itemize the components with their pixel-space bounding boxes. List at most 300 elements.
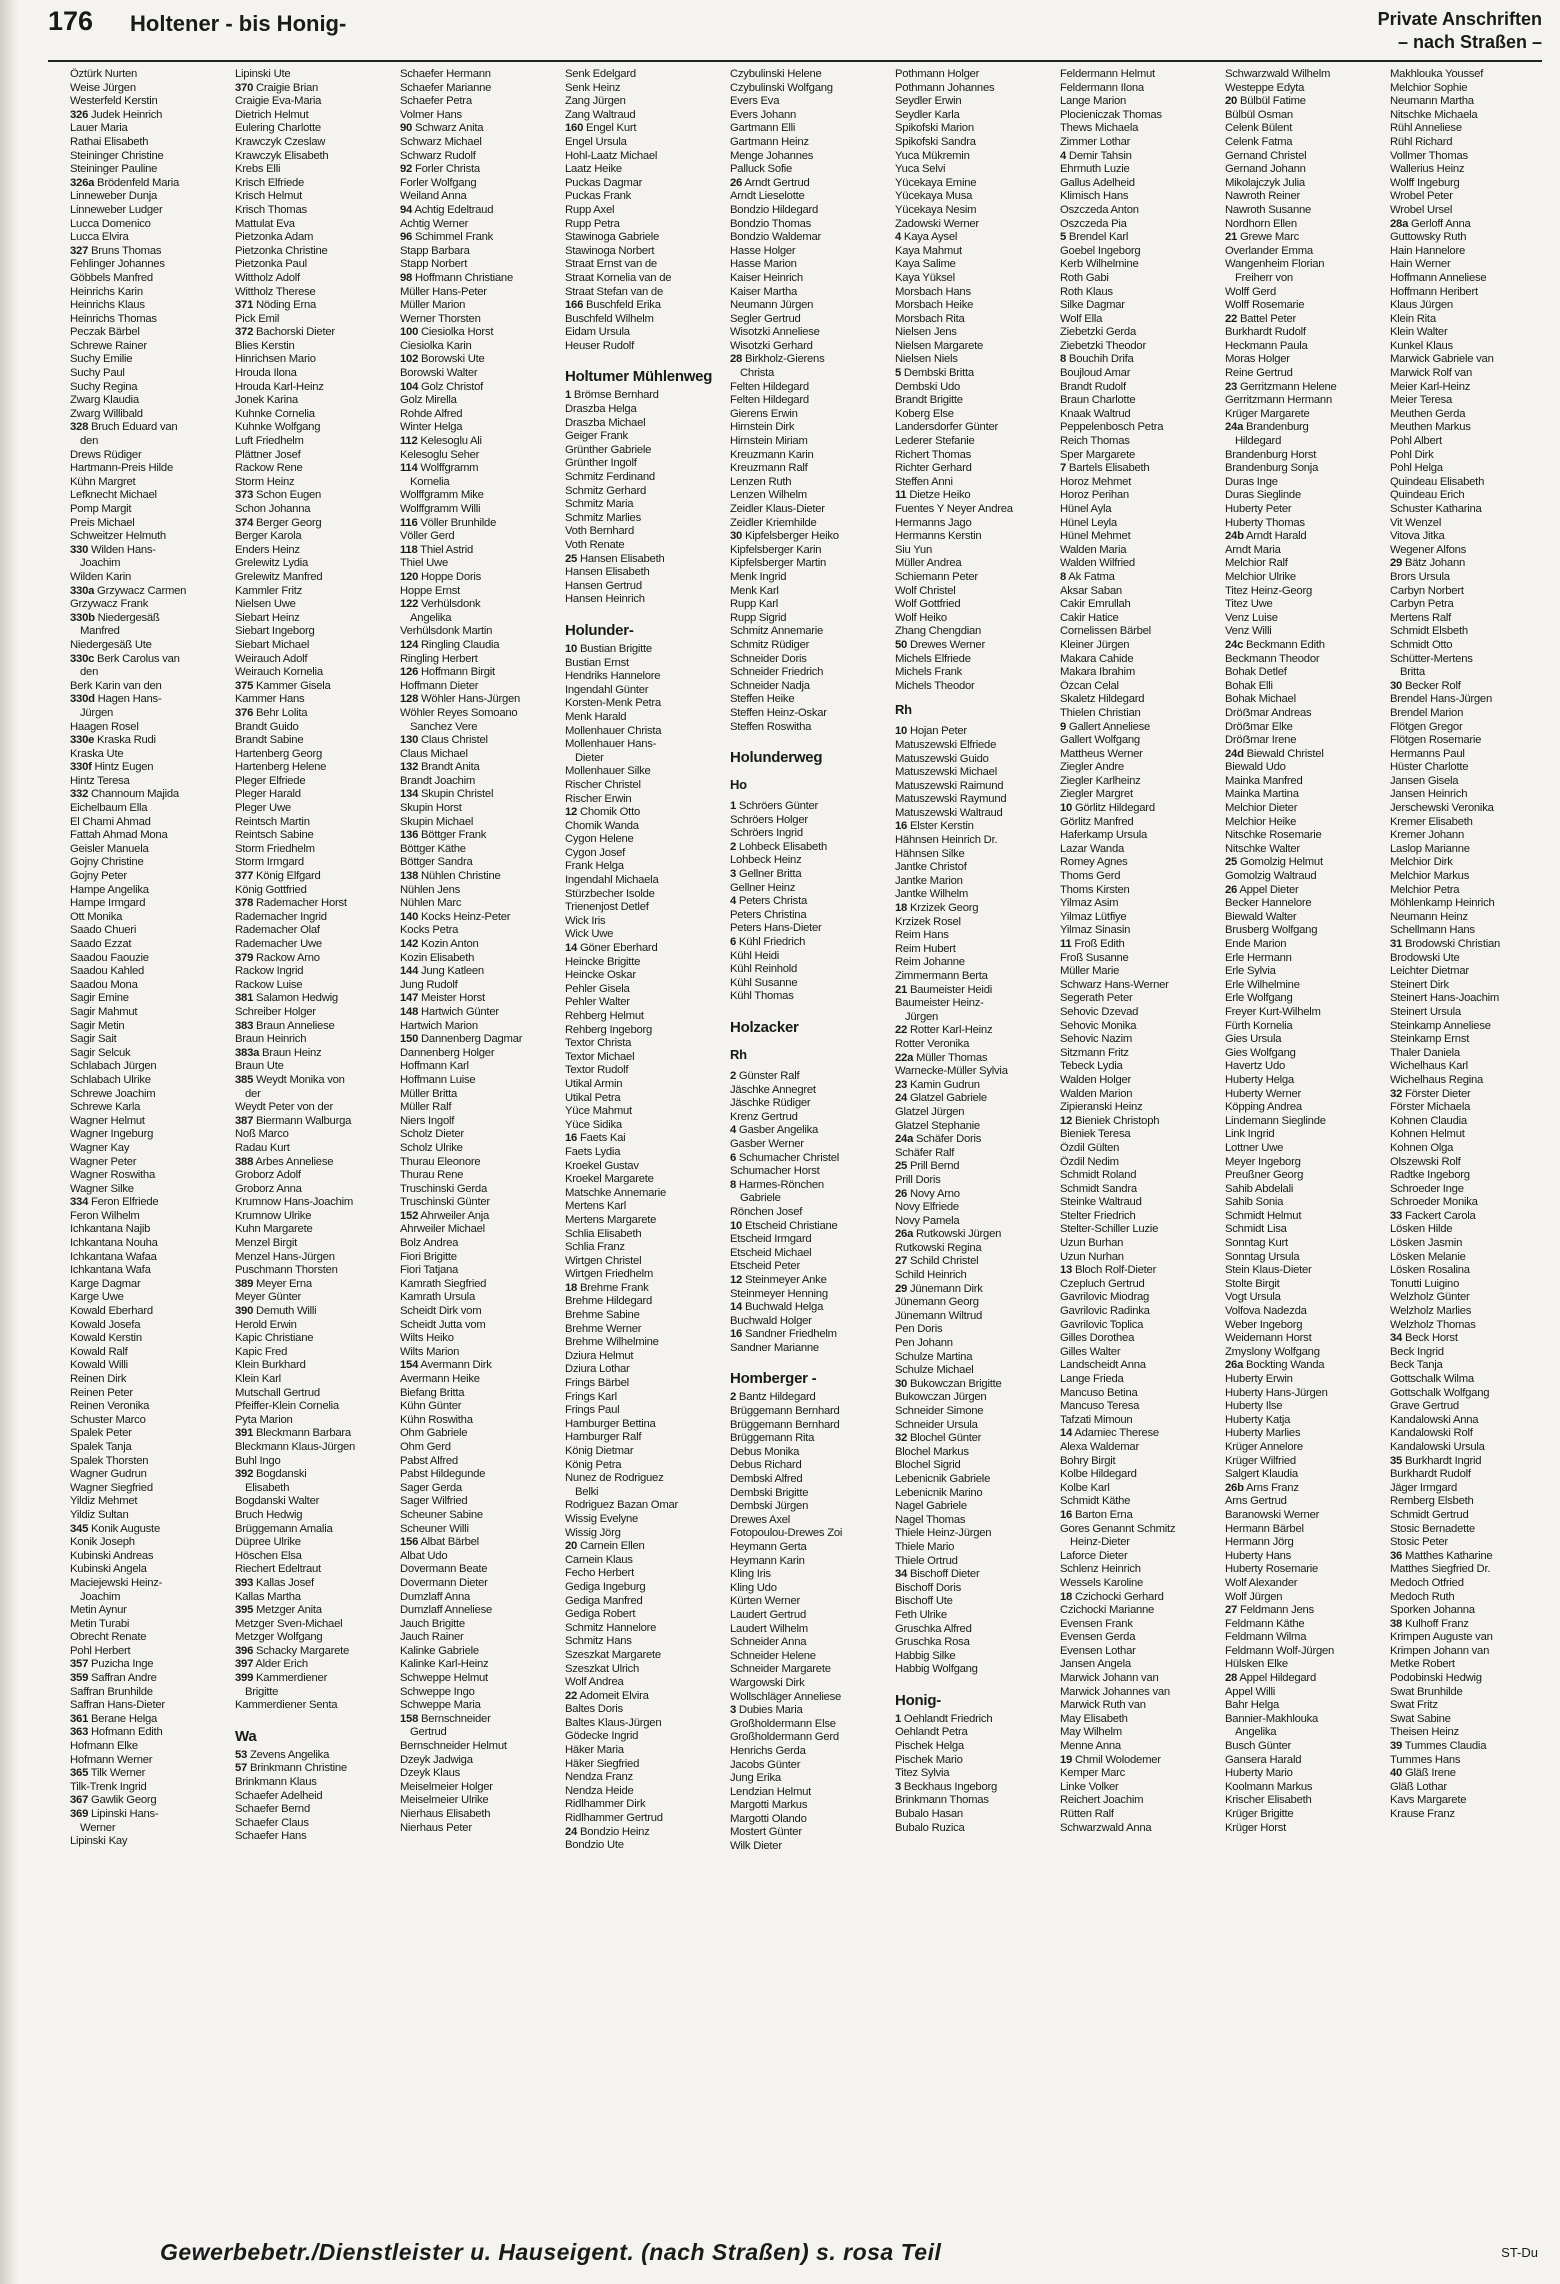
resident-entry: Makara Ibrahim (1060, 666, 1135, 679)
resident-entry: 373 Schon Eugen (235, 489, 322, 502)
resident-entry: Appel Willi (1225, 1685, 1275, 1698)
resident-entry: Sandner Marianne (730, 1341, 819, 1354)
resident-entry: Wagner Siegfried (70, 1481, 153, 1494)
resident-entry: 393 Kallas Josef (235, 1576, 314, 1589)
resident-entry: Schwarzwald Anna (1060, 1821, 1152, 1834)
resident-entry: Radtke Ingeborg (1390, 1169, 1470, 1182)
resident-entry: Skupin Horst (400, 802, 462, 815)
resident-entry: Gavrilovic Radinka (1060, 1305, 1150, 1318)
resident-entry: 19 Chmil Wolodemer (1060, 1753, 1161, 1766)
resident-entry: Szeszkat Margarete (565, 1648, 661, 1661)
resident-entry: 24b Arndt Harald (1225, 530, 1307, 543)
house-number: 13 (1060, 1264, 1073, 1277)
resident-entry: Segerath Peter (1060, 992, 1133, 1005)
resident-entry: 10 Etscheid Christiane (730, 1219, 838, 1232)
resident-entry: Evensen Lothar (1060, 1644, 1136, 1657)
resident-entry: Dembski Udo (895, 380, 961, 393)
street-heading: Wa (235, 1727, 257, 1745)
resident-entry: Lindemann Sieglinde (1225, 1114, 1326, 1127)
resident-entry: Beckmann Theodor (1225, 652, 1320, 665)
resident-entry: Feldermann Helmut (1060, 68, 1155, 80)
footer-code: ST-Du (1501, 2245, 1538, 2260)
resident-entry: Dumzlaff Anneliese (400, 1604, 492, 1617)
resident-entry: Schreiber Holger (235, 1005, 316, 1018)
resident-entry: Felten Hildegard (730, 394, 809, 407)
resident-entry: Dietrich Helmut (235, 108, 309, 121)
resident-entry: Gojny Peter (70, 870, 127, 883)
resident-entry: 327 Bruns Thomas (70, 244, 162, 257)
resident-entry: Gernand Christel (1225, 149, 1307, 162)
resident-entry: 330f Hintz Eugen (70, 761, 154, 774)
resident-entry: Wolffgramm Mike (400, 489, 484, 502)
resident-entry: 12 Steinmeyer Anke (730, 1273, 827, 1286)
resident-entry: 330b Niedergesäß (70, 611, 160, 624)
house-number: 134 (400, 788, 419, 801)
house-number: 21 (1225, 231, 1238, 244)
house-number: 330b (70, 611, 95, 624)
resident-entry: Neumann Heinz (1390, 910, 1468, 923)
resident-entry: Thurau Eleonore (400, 1155, 481, 1168)
resident-entry: Dröẞmar Elke (1225, 720, 1293, 733)
resident-entry: Dröẞmar Irene (1225, 734, 1297, 747)
resident-entry: Wolf Gottfried (895, 598, 961, 611)
resident-entry: Lohbeck Heinz (730, 854, 802, 867)
resident-entry: Brüggemann Bernhard (730, 1418, 840, 1431)
house-number: 100 (400, 326, 419, 339)
house-number: 19 (1060, 1753, 1073, 1766)
resident-entry: Dovermann Dieter (400, 1576, 488, 1589)
resident-entry: Niedergesäß Ute (70, 638, 152, 651)
house-number: 22 (565, 1689, 578, 1702)
resident-entry-continuation: Kornelia (410, 475, 450, 488)
resident-entry: 160 Engel Kurt (565, 122, 637, 135)
resident-entry: Jantke Christof (895, 861, 967, 874)
resident-entry: Sonntag Ursula (1225, 1250, 1300, 1263)
resident-entry: Karge Uwe (70, 1291, 124, 1304)
resident-entry: Pietzonka Christine (235, 244, 328, 257)
resident-entry: Suchy Regina (70, 380, 138, 393)
resident-entry: Borowski Walter (400, 367, 478, 380)
house-number: 152 (400, 1209, 419, 1222)
resident-entry: 1 Schröers Günter (730, 800, 819, 813)
resident-entry: Steffen Anni (895, 475, 953, 488)
resident-entry: Roth Gabi (1060, 271, 1109, 284)
resident-entry: Bohak Michael (1225, 693, 1296, 706)
house-number: 3 (730, 868, 737, 881)
resident-entry: Schwarzwald Wilhelm (1225, 68, 1331, 80)
resident-entry: Schmidt Helmut (1225, 1209, 1302, 1222)
resident-entry-continuation: Britta (1400, 666, 1425, 679)
resident-entry: Carbyn Norbert (1390, 584, 1464, 597)
resident-entry: Huberty Rosemarie (1225, 1563, 1319, 1576)
resident-entry: Olszewski Rolf (1390, 1155, 1461, 1168)
resident-entry: Brandt Joachim (400, 774, 475, 787)
house-number: 6 (730, 1151, 737, 1164)
resident-entry: Horoz Mehmet (1060, 475, 1132, 488)
resident-entry: Krenz Gertrud (730, 1110, 798, 1123)
resident-entry: Wagner Peter (70, 1155, 137, 1168)
resident-entry: 10 Görlitz Hildegard (1060, 802, 1155, 815)
resident-entry: Makara Cahide (1060, 652, 1134, 665)
resident-entry: Kipfelsberger Karin (730, 543, 822, 556)
house-number: 378 (235, 897, 254, 910)
resident-entry: Neumann Jürgen (730, 299, 814, 312)
resident-entry: Huberty Ilse (1225, 1400, 1283, 1413)
resident-entry: Prill Doris (895, 1173, 941, 1186)
house-number: 24a (895, 1133, 914, 1146)
resident-entry: Habbig Wolfgang (895, 1663, 978, 1676)
resident-entry: Radau Kurt (235, 1141, 290, 1154)
resident-entry: Swat Sabine (1390, 1712, 1451, 1725)
resident-entry: Titez Heinz-Georg (1225, 584, 1312, 597)
resident-entry: Menne Anna (1060, 1740, 1121, 1753)
resident-entry: Stolte Birgit (1225, 1277, 1280, 1290)
resident-entry: 374 Berger Georg (235, 516, 322, 529)
resident-entry: Bondzio Thomas (730, 217, 812, 230)
resident-entry: Frings Karl (565, 1390, 617, 1403)
resident-entry: Mattulat Eva (235, 217, 295, 230)
resident-entry: Rönchen Josef (730, 1205, 803, 1218)
resident-entry: Blies Kerstin (235, 339, 295, 352)
resident-entry: Heymann Gerta (730, 1541, 807, 1553)
resident-entry: 4 Kaya Aysel (895, 231, 958, 244)
resident-entry: Gallus Adelheid (1060, 176, 1135, 189)
resident-entry: Nühlen Jens (400, 883, 461, 896)
resident-entry: Wolff Gerd (1225, 285, 1277, 298)
house-number: 32 (1390, 1087, 1403, 1100)
resident-entry: Wessels Karoline (1060, 1576, 1144, 1589)
resident-entry: Mertens Karl (565, 1200, 627, 1213)
resident-entry: Gojny Christine (70, 856, 144, 869)
resident-entry: Krüger Wilfried (1225, 1454, 1296, 1467)
street-heading: Holzacker (730, 1019, 799, 1036)
resident-entry: 385 Weydt Monika von (235, 1073, 345, 1086)
resident-entry: Kolbe Karl (1060, 1481, 1110, 1494)
resident-entry: Nordhorn Ellen (1225, 217, 1297, 230)
house-number: 363 (70, 1726, 89, 1739)
resident-entry: 16 Elster Kerstin (895, 820, 974, 833)
resident-entry: Böttger Sandra (400, 856, 473, 869)
resident-entry: 390 Demuth Willi (235, 1305, 317, 1318)
resident-entry: Steinert Dirk (1390, 978, 1449, 991)
resident-entry: Schrewe Karla (70, 1101, 141, 1114)
resident-entry: 38 Kulhoff Franz (1390, 1617, 1469, 1630)
resident-entry: 4 Demir Tahsin (1060, 149, 1132, 162)
resident-entry: Lenzen Ruth (730, 475, 792, 488)
house-number: 92 (400, 163, 413, 176)
resident-entry: Bahr Helga (1225, 1699, 1280, 1712)
resident-entry: Wolf Andrea (565, 1676, 624, 1689)
resident-entry: Müller Hans-Peter (400, 285, 487, 298)
resident-entry: Kamrath Siegfried (400, 1277, 487, 1290)
resident-entry: Hoffmann Heribert (1390, 285, 1478, 298)
resident-entry: Feldmann Käthe (1225, 1617, 1305, 1630)
resident-entry: Buschfeld Wilhelm (565, 312, 654, 325)
resident-entry: Rackow Rene (235, 462, 303, 475)
resident-entry: Pohl Dirk (1390, 448, 1434, 461)
resident-entry: Puschmann Thorsten (235, 1264, 338, 1277)
resident-entry: Hampe Irmgard (70, 897, 146, 910)
resident-entry: Sitzmann Fritz (1060, 1046, 1129, 1059)
resident-entry: 2 Lohbeck Elisabeth (730, 840, 828, 853)
resident-entry: Mollenhauer Silke (565, 765, 651, 778)
resident-entry: Reichert Joachim (1060, 1794, 1144, 1807)
resident-entry: Enders Heinz (235, 543, 300, 556)
resident-entry: Yilmaz Sinasin (1060, 924, 1131, 937)
house-number: 36 (1390, 1549, 1403, 1562)
resident-entry: Reich Thomas (1060, 435, 1130, 448)
resident-entry: Lösken Rosalina (1390, 1264, 1470, 1277)
resident-entry: 120 Hoppe Doris (400, 570, 482, 583)
resident-entry: Görlitz Manfred (1060, 815, 1134, 828)
resident-entry: 24c Beckmann Edith (1225, 638, 1325, 651)
house-number: 1 (565, 389, 572, 402)
resident-entry: Titez Uwe (1225, 598, 1273, 611)
resident-entry: Thurau Rene (400, 1169, 464, 1182)
resident-entry: Claus Michael (400, 747, 468, 760)
house-number: 28 (1225, 1672, 1238, 1685)
resident-entry: Bernschneider Helmut (400, 1740, 507, 1753)
resident-entry: Wilts Heiko (400, 1332, 454, 1345)
resident-entry: König Petra (565, 1458, 622, 1471)
resident-entry: Salgert Klaudia (1225, 1468, 1298, 1481)
resident-entry: 26a Rutkowski Jürgen (895, 1228, 1002, 1241)
house-number: 25 (1225, 856, 1238, 869)
resident-entry: Jantke Wilhelm (895, 888, 969, 901)
resident-entry: Brendel Hans-Jürgen (1390, 693, 1493, 706)
resident-entry: Cakir Hatice (1060, 611, 1119, 624)
resident-entry: Podobinski Hedwig (1390, 1672, 1482, 1685)
resident-entry: El Chami Ahmad (70, 815, 151, 828)
resident-entry: Nielsen Jens (895, 326, 957, 339)
resident-entry: Wagner Silke (70, 1182, 134, 1195)
resident-entry: 144 Jung Katleen (400, 965, 484, 978)
house-number: 160 (565, 122, 584, 135)
resident-entry: Golz Mirella (400, 394, 457, 407)
resident-entry: Cornelissen Bärbel (1060, 625, 1151, 638)
resident-entry: Nagel Thomas (895, 1513, 966, 1526)
resident-entry: 14 Göner Eberhard (565, 942, 658, 955)
resident-entry: Laudert Wilhelm (730, 1622, 808, 1635)
house-number: 98 (400, 271, 413, 284)
resident-entry: Ziegler Margret (1060, 788, 1133, 801)
resident-entry: Debus Richard (730, 1459, 802, 1472)
resident-entry: Krüger Brigitte (1225, 1808, 1294, 1820)
house-number: 379 (235, 951, 254, 964)
resident-entry: 383 Braun Anneliese (235, 1019, 335, 1032)
resident-entry: Krischer Elisabeth (1225, 1794, 1312, 1807)
resident-entry: Nitschke Rosemarie (1225, 829, 1322, 842)
resident-entry: Kallas Martha (235, 1590, 301, 1603)
resident-entry: Knaak Waltrud (1060, 407, 1131, 420)
resident-entry: Quindeau Elisabeth (1390, 475, 1485, 488)
resident-entry: Kubinski Andreas (70, 1549, 154, 1562)
resident-entry: Scheuner Willi (400, 1522, 469, 1535)
resident-entry: Novy Elfriede (895, 1201, 959, 1214)
resident-entry: 334 Feron Elfriede (70, 1196, 159, 1209)
resident-entry: Siebart Ingeborg (235, 625, 315, 638)
resident-entry: Bogdanski Walter (235, 1495, 320, 1508)
resident-entry: Evensen Gerda (1060, 1631, 1136, 1644)
resident-entry: Walden Wilfried (1060, 557, 1135, 570)
house-number: 326a (70, 176, 95, 189)
resident-entry: 148 Hartwich Günter (400, 1005, 499, 1018)
resident-entry: Gottschalk Wilma (1390, 1373, 1474, 1385)
resident-entry: Stawinoga Gabriele (565, 231, 660, 244)
house-number: 34 (895, 1568, 908, 1581)
resident-entry: Dannenberg Holger (400, 1046, 495, 1059)
resident-entry: 371 Nöding Erna (235, 299, 317, 312)
resident-entry: Etscheid Peter (730, 1260, 800, 1273)
resident-entry: Gies Ursula (1225, 1033, 1282, 1046)
resident-entry: Koolmann Markus (1225, 1780, 1313, 1793)
resident-entry: Kowald Willi (70, 1359, 128, 1372)
house-number: 370 (235, 81, 254, 94)
page-number: 176 (48, 6, 94, 36)
resident-entry: Hintz Teresa (70, 774, 130, 787)
resident-entry: Wöhler Reyes Somoano (400, 706, 518, 719)
resident-entry-continuation: Elisabeth (245, 1481, 290, 1494)
resident-entry: 22 Rotter Karl-Heinz (895, 1024, 993, 1037)
resident-entry: Storm Irmgard (235, 856, 304, 869)
resident-entry: Wrobel Peter (1390, 190, 1453, 203)
resident-entry: Braun Ute (235, 1060, 284, 1073)
resident-entry: Krawczyk Czeslaw (235, 135, 326, 148)
resident-entry: Hirnstein Miriam (730, 435, 808, 448)
resident-entry: Steinke Waltraud (1060, 1196, 1142, 1209)
resident-entry: Schmidt Sandra (1060, 1182, 1137, 1195)
resident-entry: Fiori Brigitte (400, 1250, 457, 1263)
resident-entry: Reintsch Martin (235, 815, 310, 828)
resident-entry-continuation: Angelika (1235, 1726, 1277, 1739)
resident-entry: Yuca Selvi (895, 163, 946, 176)
resident-entry: 90 Schwarz Anita (400, 122, 484, 135)
resident-entry: Hoffmann Karl (400, 1060, 469, 1073)
resident-entry: Rotter Veronika (895, 1037, 970, 1050)
resident-entry: Groborz Anna (235, 1182, 302, 1195)
resident-entry: Jung Erika (730, 1772, 781, 1785)
resident-entry: Schlia Elisabeth (565, 1227, 642, 1240)
house-number: 24d (1225, 747, 1244, 760)
resident-entry: Stein Klaus-Dieter (1225, 1264, 1312, 1277)
resident-entry-continuation: Heinz-Dieter (1070, 1536, 1130, 1549)
resident-entry: Wolf Christel (895, 584, 956, 597)
resident-entry: Roth Klaus (1060, 285, 1113, 298)
house-number: 136 (400, 829, 419, 842)
resident-entry: Menk Ingrid (730, 570, 787, 583)
resident-entry: Jünemann Wiltrud (895, 1309, 983, 1322)
resident-entry: 4 Gasber Angelika (730, 1124, 819, 1137)
house-number: 365 (70, 1767, 89, 1780)
resident-entry: Frings Bärbel (565, 1377, 629, 1390)
resident-entry: Schmidt Otto (1390, 638, 1453, 651)
resident-entry: Pyta Marion (235, 1413, 293, 1426)
house-number: 388 (235, 1155, 254, 1168)
resident-entry: Peczak Bärbel (70, 326, 140, 339)
house-number: 4 (730, 895, 737, 908)
resident-entry: 391 Bleckmann Barbara (235, 1427, 351, 1440)
house-number: 14 (730, 1301, 743, 1314)
house-number: 130 (400, 734, 419, 747)
resident-entry: 377 König Elfgard (235, 870, 321, 883)
house-number: 373 (235, 489, 254, 502)
resident-entry: Beck Tanja (1390, 1359, 1443, 1372)
resident-entry: 10 Hojan Peter (895, 725, 967, 738)
resident-entry: 27 Schild Christel (895, 1255, 979, 1268)
house-number: 11 (1060, 938, 1072, 950)
resident-entry: Yücekaya Emine (895, 176, 977, 189)
resident-entry: Kremer Elisabeth (1390, 815, 1473, 828)
resident-entry: 122 Verhülsdonk (400, 598, 481, 611)
resident-entry: Klimisch Hans (1060, 190, 1129, 203)
resident-entry-continuation: Jürgen (905, 1010, 939, 1023)
resident-entry: Welzholz Thomas (1390, 1318, 1476, 1331)
resident-entry: 332 Channoum Majida (70, 788, 179, 801)
resident-entry: Dembski Brigitte (730, 1486, 809, 1499)
resident-entry: Kohnen Olga (1390, 1141, 1454, 1154)
resident-entry: 27 Feldmann Jens (1225, 1604, 1314, 1617)
resident-entry: Stelter-Schiller Luzie (1060, 1223, 1159, 1236)
resident-entry: 18 Brehme Frank (565, 1281, 649, 1294)
house-number: 25 (895, 1160, 908, 1173)
resident-entry: 50 Drewes Werner (895, 638, 985, 651)
resident-entry: Konik Joseph (70, 1536, 135, 1549)
resident-entry: Hünel Ayla (1060, 503, 1112, 515)
resident-entry: 357 Puzicha Inge (70, 1658, 154, 1671)
resident-entry: Niers Ingolf (400, 1114, 455, 1127)
resident-entry: Bischoff Ute (895, 1595, 953, 1608)
resident-entry: Spalek Thorsten (70, 1454, 149, 1467)
resident-entry: 34 Beck Horst (1390, 1332, 1458, 1345)
resident-entry: Thiele Heinz-Jürgen (895, 1527, 992, 1540)
resident-entry: Vollmer Thomas (1390, 149, 1468, 162)
resident-entry: Textor Christa (565, 1037, 632, 1050)
resident-entry: Schneider Friedrich (730, 666, 824, 679)
resident-entry: Walden Holger (1060, 1073, 1132, 1086)
resident-entry: Hermanns Paul (1390, 747, 1465, 760)
resident-entry: Steinkamp Anneliese (1390, 1019, 1491, 1032)
resident-entry: Thielen Christian (1060, 706, 1141, 719)
house-number: 369 (70, 1808, 89, 1820)
resident-entry: Pothmann Holger (895, 68, 980, 80)
resident-entry: Yilmaz Lütfiye (1060, 910, 1127, 923)
resident-entry: Steinmeyer Henning (730, 1287, 828, 1300)
house-number: 334 (70, 1196, 89, 1209)
resident-entry: Kowald Eberhard (70, 1305, 153, 1318)
resident-entry: Brehme Hildegard (565, 1295, 653, 1308)
resident-entry: Schmidt Gertrud (1390, 1508, 1469, 1521)
house-number: 112 (400, 435, 418, 448)
resident-entry: Pabst Hildegunde (400, 1468, 486, 1481)
resident-entry: 13 Bloch Rolf-Dieter (1060, 1264, 1157, 1277)
resident-entry: Schulze Michael (895, 1364, 974, 1377)
resident-entry-continuation: der (245, 1087, 261, 1100)
resident-entry: Hartwich Marion (400, 1019, 478, 1032)
resident-entry: Hinrichsen Mario (235, 353, 316, 366)
resident-entry: Schaefer Adelheid (235, 1789, 323, 1802)
resident-entry: Laatz Heike (565, 163, 622, 176)
resident-entry: Zipieranski Heinz (1060, 1101, 1143, 1114)
resident-entry: Hampe Angelika (70, 883, 149, 896)
resident-entry: Hirnstein Dirk (730, 421, 795, 434)
resident-entry: Matthes Siegfried Dr. (1390, 1563, 1491, 1576)
resident-entry: Gediga Manfred (565, 1594, 643, 1607)
house-number: 383a (235, 1046, 260, 1059)
house-number: 126 (400, 666, 419, 679)
house-number: 3 (895, 1780, 902, 1793)
resident-entry: 25 Gomolzig Helmut (1225, 856, 1323, 869)
resident-entry: Bondzio Waldemar (730, 231, 822, 244)
